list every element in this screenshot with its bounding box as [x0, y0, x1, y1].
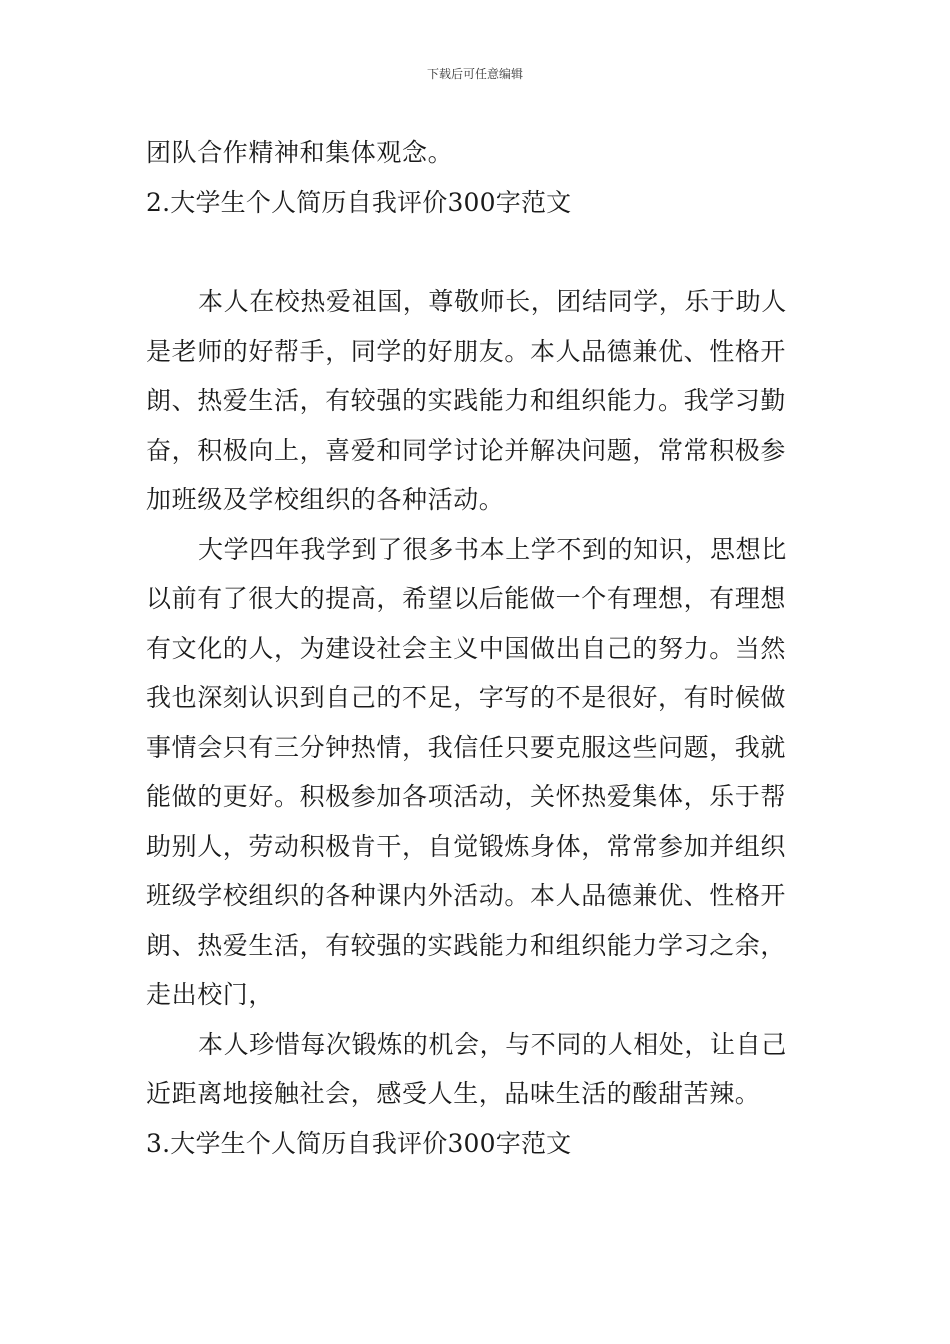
text-line: 以前有了很大的提高，希望以后能做一个有理想，有理想 — [146, 584, 787, 613]
text-line: 走出校门， — [146, 980, 275, 1009]
text-line: 班级学校组织的各种课内外活动。本人品德兼优、性格开 — [146, 881, 787, 910]
text-line: 我也深刻认识到自己的不足，字写的不是很好，有时候做 — [146, 683, 787, 712]
paragraph-first-line: 本人在校热爱祖国，尊敬师长，团结同学，乐于助人 — [198, 287, 787, 316]
blank-line — [146, 227, 806, 277]
text-line: 是老师的好帮手，同学的好朋友。本人品德兼优、性格开 — [146, 336, 787, 366]
text-line: 能做的更好。积极参加各项活动，关怀热爱集体，乐于帮 — [146, 782, 787, 811]
text-line: 朗、热爱生活，有较强的实践能力和组织能力学习之余， — [146, 930, 787, 960]
text-line: 近距离地接触社会，感受人生，品味生活的酸甜苦辣。 — [146, 1079, 761, 1108]
text-line: 加班级及学校组织的各种活动。 — [146, 485, 505, 514]
text-line: 有文化的人，为建设社会主义中国做出自己的努力。当然 — [146, 633, 787, 663]
page-header: 下载后可任意编辑 — [426, 67, 523, 81]
paragraph-first-line: 大学四年我学到了很多书本上学不到的知识，思想比 — [198, 534, 787, 564]
text-line: 朗、热爱生活，有较强的实践能力和组织能力。我学习勤 — [146, 386, 787, 415]
text-line: 团队合作精神和集体观念。 — [146, 138, 454, 167]
section-heading: 3.大学生个人简历自我评价300字范文 — [146, 1128, 572, 1158]
paragraph-first-line: 本人珍惜每次锻炼的机会，与不同的人相处，让自己 — [198, 1029, 787, 1059]
text-line: 助别人，劳动积极肯干，自觉锻炼身体，常常参加并组织 — [146, 831, 787, 861]
section-heading: 2.大学生个人简历自我评价300字范文 — [146, 187, 572, 217]
document-body — [146, 128, 806, 1168]
text-line: 事情会只有三分钟热情，我信任只要克服这些问题，我就 — [146, 732, 787, 762]
text-line: 奋，积极向上，喜爱和同学讨论并解决问题，常常积极参 — [146, 435, 787, 465]
